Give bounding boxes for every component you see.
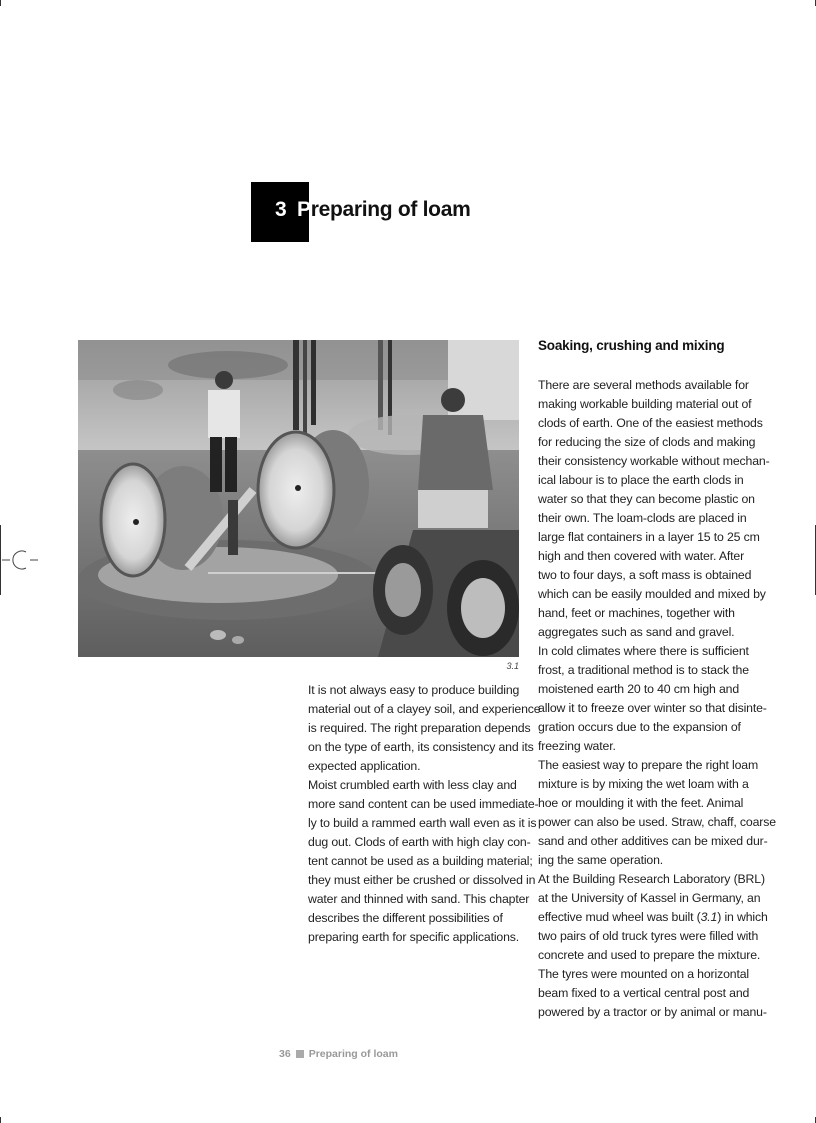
text-line: power can also be used. Straw, chaff, coarse	[538, 815, 776, 829]
text-line: two pairs of old truck tyres were filled with	[538, 929, 759, 943]
text-line: hoe or moulding it with the feet. Animal	[538, 796, 744, 810]
text-line: There are several methods available for	[538, 378, 749, 392]
text-line: aggregates such as sand and gravel.	[538, 625, 735, 639]
text-line: sand and other additives can be mixed dur-	[538, 834, 768, 848]
section-heading: Soaking, crushing and mixing	[538, 338, 725, 353]
text-line: beam fixed to a vertical central post and	[538, 986, 750, 1000]
text-line: powered by a tractor or by animal or manu-	[538, 1005, 767, 1019]
text-line: allow it to freeze over winter so that disinte-	[538, 701, 767, 715]
text-line: tent cannot be used as a building material;	[308, 854, 533, 868]
running-title: Preparing of loam	[308, 1048, 398, 1060]
text-line: ical labour is to place the earth clods in	[538, 473, 744, 487]
figure-photo	[78, 340, 519, 657]
registration-mark-icon	[0, 548, 40, 572]
figure-number: 3.1	[506, 661, 519, 671]
text-line: hand, feet or machines, together with	[538, 606, 735, 620]
text-line: is required. The right preparation depends	[308, 721, 531, 735]
crop-mark-bottom-left	[0, 1117, 1, 1123]
text-line: their consistency workable without mechan-	[538, 454, 770, 468]
text-fragment: ) in which	[717, 910, 768, 924]
text-fragment: effective mud wheel was built (	[538, 910, 701, 924]
chapter-number: 3	[275, 198, 287, 221]
text-line: In cold climates where there is sufficient	[538, 644, 749, 658]
text-line: material out of a clayey soil, and experience	[308, 702, 541, 716]
text-line-with-figure-ref	[538, 908, 768, 927]
text-line: their own. The loam-clods are placed in	[538, 511, 747, 525]
text-line: frost, a traditional method is to stack the	[538, 663, 749, 677]
text-line: they must either be crushed or dissolved in	[308, 873, 536, 887]
text-line: ly to build a rammed earth wall even as it is	[308, 816, 537, 830]
text-line: more sand content can be used immediate-	[308, 797, 539, 811]
text-line: expected application.	[308, 759, 421, 773]
text-line: describes the different possibilities of	[308, 911, 503, 925]
chapter-title-rest: reparing of loam	[310, 198, 471, 221]
text-line: The easiest way to prepare the right loam	[538, 758, 759, 772]
text-line: two to four days, a soft mass is obtained	[538, 568, 752, 582]
text-line: which can be easily moulded and mixed by	[538, 587, 766, 601]
text-line: The tyres were mounted on a horizontal	[538, 967, 749, 981]
text-line: gration occurs due to the expansion of	[538, 720, 741, 734]
text-line: concrete and used to prepare the mixture.	[538, 948, 761, 962]
text-line: dug out. Clods of earth with high clay con-	[308, 835, 531, 849]
chapter-title	[297, 198, 470, 222]
text-line: moistened earth 20 to 40 cm high and	[538, 682, 740, 696]
footer-square-icon	[296, 1050, 304, 1058]
intro-text-column	[308, 681, 541, 947]
text-line: making workable building material out of	[538, 397, 752, 411]
mud-wheel-photo-image	[78, 340, 519, 657]
text-line: mixture is by mixing the wet loam with a	[538, 777, 749, 791]
text-line: water so that they can become plastic on	[538, 492, 755, 506]
body-text-column	[538, 376, 776, 1022]
text-line: at the University of Kassel in Germany, an	[538, 891, 761, 905]
text-line: It is not always easy to produce building	[308, 683, 520, 697]
chapter-title-first-letter: P	[297, 198, 311, 221]
text-line: ing the same operation.	[538, 853, 664, 867]
figure-reference: 3.1	[700, 910, 718, 924]
text-line: At the Building Research Laboratory (BRL)	[538, 872, 765, 886]
text-line: water and thinned with sand. This chapter	[308, 892, 530, 906]
crop-mark-top-left	[0, 0, 1, 6]
text-line: preparing earth for specific applications.	[308, 930, 520, 944]
text-line: clods of earth. One of the easiest methods	[538, 416, 763, 430]
text-line: for reducing the size of clods and making	[538, 435, 756, 449]
text-line: on the type of earth, its consistency and its	[308, 740, 534, 754]
page-number: 36	[279, 1048, 291, 1060]
text-line: freezing water.	[538, 739, 616, 753]
page-footer	[279, 1048, 398, 1060]
text-line: Moist crumbled earth with less clay and	[308, 778, 517, 792]
text-line: large flat containers in a layer 15 to 25 cm	[538, 530, 760, 544]
text-line: high and then covered with water. After	[538, 549, 745, 563]
